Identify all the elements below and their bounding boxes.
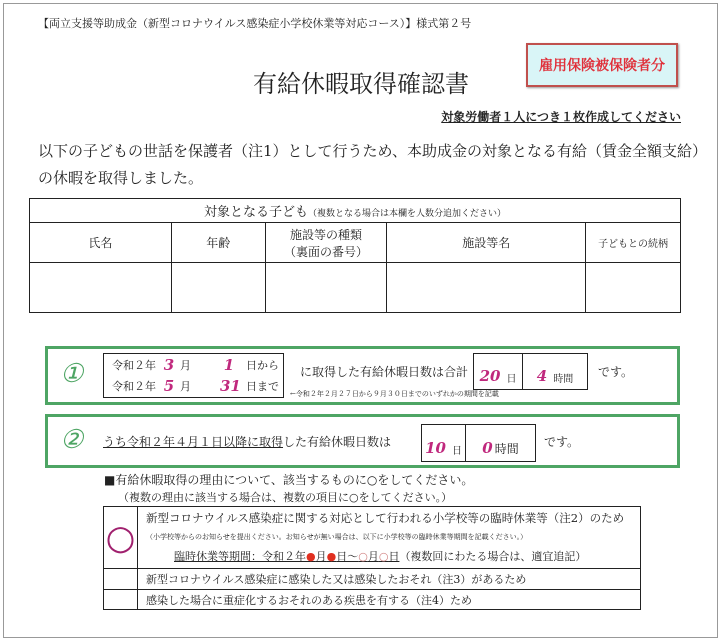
col-relation: 子どもとの続柄 xyxy=(586,223,681,263)
reason-row xyxy=(104,569,641,590)
period-note: ←令和２年２月２７日から９月３０日までのいずれかの期間を記載 xyxy=(290,390,499,398)
reason-2: 新型コロナウイルス感染症に感染した又は感染したおそれ（注3）があるため xyxy=(138,569,641,590)
col-age: 年齢 xyxy=(171,223,265,263)
col-facility-name: 施設等名 xyxy=(387,223,586,263)
section-1-suffix: です。 xyxy=(598,365,634,379)
reasons-heading: ■有給休暇取得の理由について、該当するものに○をしてください。 xyxy=(104,473,474,487)
section-1-box xyxy=(45,346,680,405)
section-2-marker: ② xyxy=(60,425,84,455)
reasons-subheading: （複数の理由に該当する場合は、複数の項目に○をしてください。） xyxy=(118,491,453,504)
section-1-text: に取得した有給休暇日数は合計 xyxy=(300,365,469,379)
cell-age[interactable] xyxy=(171,263,265,313)
total-days[interactable]: 20 xyxy=(479,367,501,385)
child-table xyxy=(29,198,681,313)
page-title: 有給休暇取得確認書 xyxy=(253,70,469,98)
reason-3: 感染した場合に重症化するおそれのある疾患を有する（注4）ため xyxy=(138,590,641,610)
cell-name[interactable] xyxy=(30,263,172,313)
cell-facility-type[interactable] xyxy=(265,263,387,313)
reason-row xyxy=(104,590,641,610)
to-month[interactable]: 5 xyxy=(163,377,175,396)
closure-period: 臨時休業等期間：令和２年●月●日～○月○日（複数回にわたる場合は、適宜追記） xyxy=(174,550,587,563)
since-april-box: 10 日 0 時間 xyxy=(421,424,536,462)
reasons-table xyxy=(103,506,641,610)
since-april-hours[interactable]: 0 xyxy=(482,439,493,457)
reason-row xyxy=(104,507,641,569)
cell-relation[interactable] xyxy=(586,263,681,313)
table-row xyxy=(30,263,681,313)
from-day[interactable]: 1 xyxy=(223,355,235,374)
reason-1: 新型コロナウイルス感染症に関する対応として行われる小学校等の臨時休業等（注2）のため （小学校等からのお知らせを提出ください。お知らせが無い場合は、以下に小学校等の臨時休業等期間を記載ください。） 臨時休業等期間：令和２年●月●日～○月○日（複数回にわたる場合は、適宜追記） xyxy=(138,507,641,569)
intro-line-2: の休暇を取得しました。 xyxy=(38,169,204,187)
section-2-box xyxy=(45,414,680,468)
total-hours[interactable]: 4 xyxy=(536,367,548,385)
to-day[interactable]: 31 xyxy=(220,377,241,396)
section-2-suffix: です。 xyxy=(544,435,580,449)
since-april-days[interactable]: 10 xyxy=(425,439,446,457)
instruction-note: 対象労働者１人につき１枚作成してください xyxy=(441,110,681,124)
insured-badge: 雇用保険被保険者分 xyxy=(526,43,678,87)
total-box: 20 日 4 時間 xyxy=(473,353,588,390)
col-name: 氏名 xyxy=(30,223,172,263)
from-month[interactable]: 3 xyxy=(163,355,175,374)
intro-line-1: 以下の子どもの世話を保護者（注1）として行うため、本助成金の対象となる有給（賃金全額支給） xyxy=(38,142,707,160)
reason-mark-2[interactable] xyxy=(104,569,138,590)
reason-mark-1[interactable]: ○ xyxy=(104,507,138,569)
cell-facility-name[interactable] xyxy=(387,263,586,313)
section-2-text: うち令和２年４月１日以降に取得した有給休暇日数は xyxy=(103,435,392,449)
period-box: 令和２年 3 月 1 日から 令和２年 5 月 31 日まで xyxy=(103,353,284,398)
reason-mark-3[interactable] xyxy=(104,590,138,610)
form-header: 【両立支援等助成金（新型コロナウイルス感染症小学校休業等対応コース）】様式第２号 xyxy=(38,17,472,30)
col-facility-type: 施設等の種類 （裏面の番号） xyxy=(265,223,387,263)
child-table-title: 対象となる子ども（複数となる場合は本欄を人数分追加ください） xyxy=(30,199,681,223)
section-1-marker: ① xyxy=(60,359,84,389)
